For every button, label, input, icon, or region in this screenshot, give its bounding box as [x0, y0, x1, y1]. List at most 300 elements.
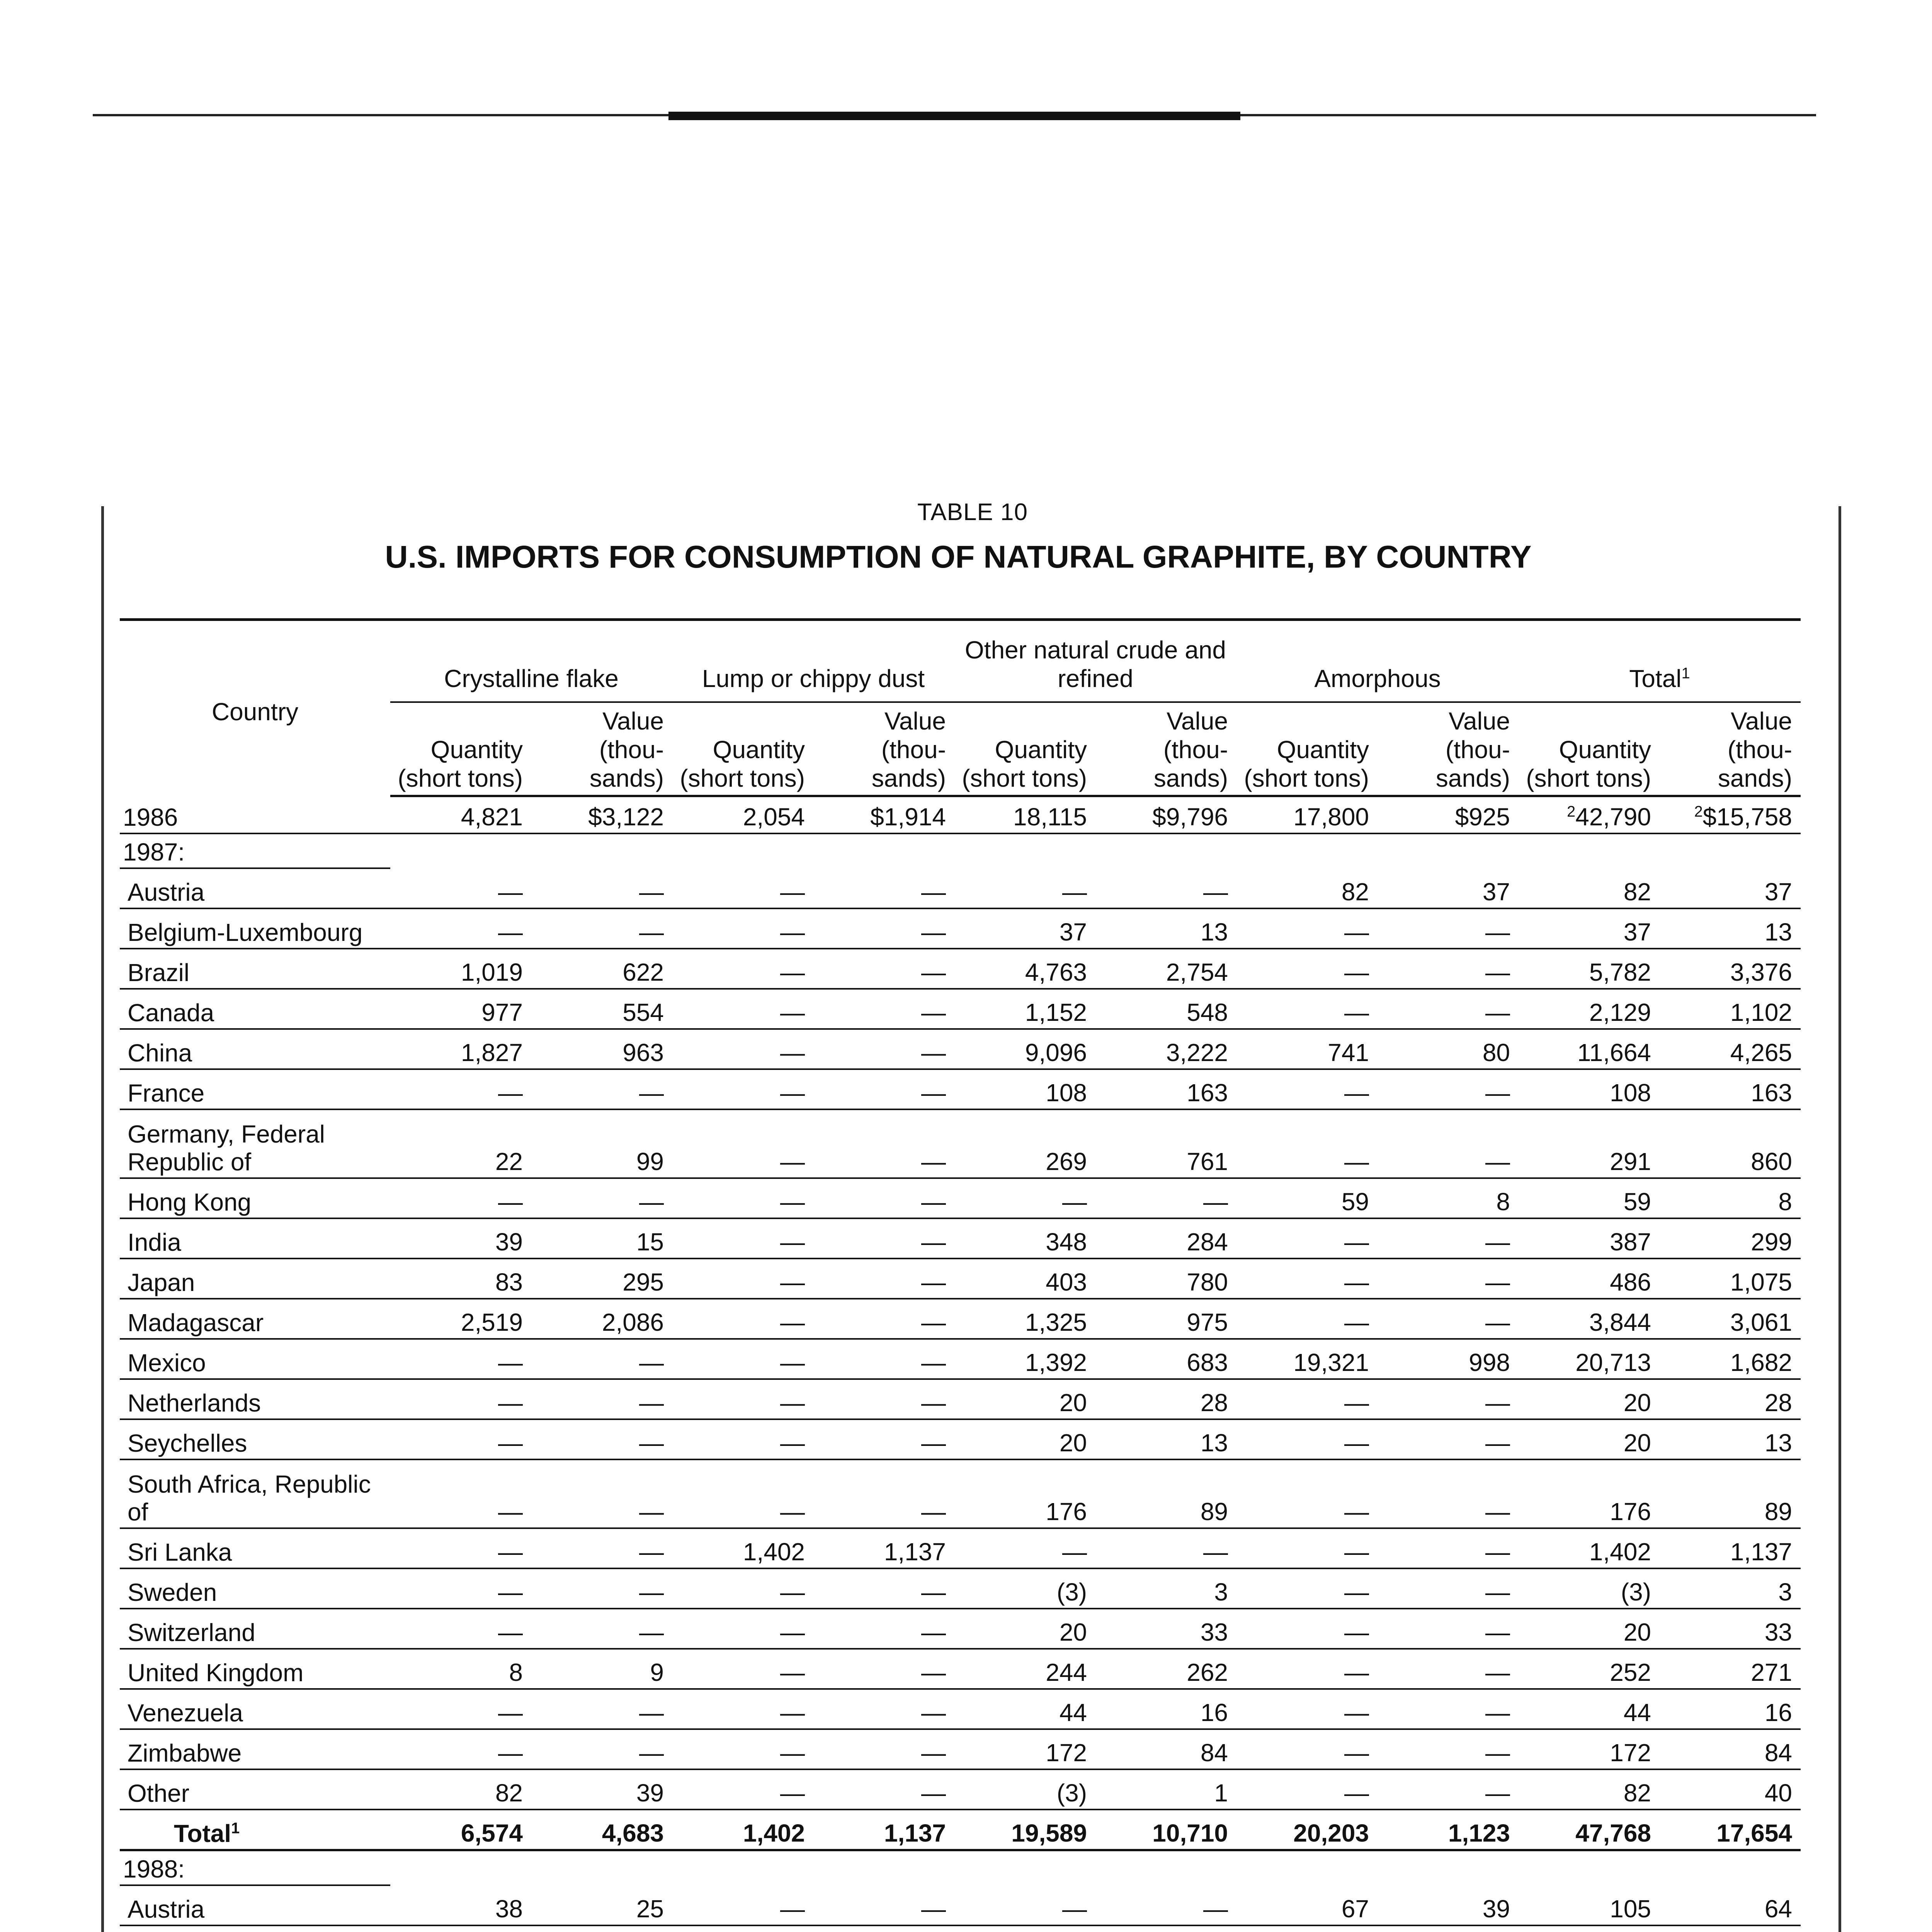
- quantity-cell: $^2$42,790: [1519, 796, 1660, 833]
- value-cell: 780: [1095, 1259, 1236, 1299]
- table-row: [120, 1649, 1801, 1689]
- value-cell: [813, 1925, 954, 1932]
- quantity-cell: 38: [390, 1885, 531, 1925]
- quantity-cell: —: [390, 1528, 531, 1568]
- table-row: [120, 949, 1801, 989]
- quantity-cell: 20: [954, 1379, 1095, 1419]
- value-cell: 28: [1660, 1379, 1801, 1419]
- quantity-cell: 18,115: [954, 796, 1095, 833]
- quantity-cell: —: [672, 1339, 813, 1379]
- quantity-cell: (3): [1519, 1568, 1660, 1609]
- country-name: France: [120, 1069, 390, 1109]
- column-header-value: Value (thou- sands): [1378, 702, 1519, 796]
- quantity-cell: —: [672, 1109, 813, 1178]
- value-cell: —: [813, 1379, 954, 1419]
- table-row: [120, 1339, 1801, 1379]
- value-cell: 89: [1660, 1459, 1801, 1528]
- value-cell: 13: [1660, 908, 1801, 949]
- value-cell: 10,710: [1095, 1810, 1236, 1850]
- quantity-cell: 83: [390, 1259, 531, 1299]
- section-spacer: [390, 1850, 1801, 1885]
- quantity-cell: —: [672, 1029, 813, 1069]
- country-name: United Kingdom: [120, 1649, 390, 1689]
- value-cell: 17,654: [1660, 1810, 1801, 1850]
- quantity-cell: 20,713: [1519, 1339, 1660, 1379]
- country-name: Madagascar: [120, 1299, 390, 1339]
- quantity-cell: 8: [390, 1649, 531, 1689]
- quantity-cell: 67: [1236, 1885, 1378, 1925]
- table-number: TABLE 10: [917, 499, 1028, 526]
- value-cell: —: [813, 1568, 954, 1609]
- country-name: India: [120, 1218, 390, 1259]
- quantity-cell: 2,054: [672, 796, 813, 833]
- quantity-cell: 5,782: [1519, 949, 1660, 989]
- table-row: [120, 989, 1801, 1029]
- quantity-cell: —: [672, 1178, 813, 1218]
- value-cell: $1,914: [813, 796, 954, 833]
- group-header-lump-chippy-dust: Lump or chippy dust: [672, 620, 954, 702]
- quantity-cell: 37: [954, 908, 1095, 949]
- value-cell: —: [1378, 1379, 1519, 1419]
- table-row: [120, 1769, 1801, 1810]
- footnote-marker: 1: [1681, 665, 1690, 682]
- country-name: South Africa, Republic of: [120, 1459, 390, 1528]
- value-cell: 16: [1660, 1689, 1801, 1729]
- value-cell: 163: [1660, 1069, 1801, 1109]
- table-row: [120, 796, 1801, 833]
- quantity-cell: —: [672, 989, 813, 1029]
- value-cell: 295: [531, 1259, 672, 1299]
- value-cell: 84: [1660, 1729, 1801, 1769]
- value-cell: 998: [1378, 1339, 1519, 1379]
- total-row: [120, 1810, 1801, 1850]
- quantity-cell: 1,019: [390, 949, 531, 989]
- value-cell: 39: [1378, 1885, 1519, 1925]
- quantity-cell: —: [672, 1379, 813, 1419]
- value-cell: —: [813, 1109, 954, 1178]
- imports-table: [120, 618, 1801, 1932]
- value-cell: —: [1378, 1459, 1519, 1528]
- quantity-cell: —: [672, 868, 813, 908]
- table-row: [120, 1299, 1801, 1339]
- value-cell: —: [813, 1689, 954, 1729]
- quantity-cell: —: [672, 1459, 813, 1528]
- value-cell: 622: [531, 949, 672, 989]
- value-cell: 8: [1378, 1178, 1519, 1218]
- section-spacer: [390, 833, 1801, 868]
- footnote-marker: 2: [1567, 803, 1576, 820]
- quantity-cell: 82: [1519, 1769, 1660, 1810]
- section-row: [120, 833, 1801, 868]
- quantity-cell: 1,402: [672, 1810, 813, 1850]
- group-header-amorphous: Amorphous: [1236, 620, 1519, 702]
- quantity-cell: —: [1236, 1568, 1378, 1609]
- quantity-cell: 44: [1519, 1689, 1660, 1729]
- quantity-cell: 1,402: [672, 1528, 813, 1568]
- quantity-cell: —: [390, 1419, 531, 1459]
- value-cell: 860: [1660, 1109, 1801, 1178]
- value-cell: 1,137: [813, 1528, 954, 1568]
- value-cell: —: [1095, 1528, 1236, 1568]
- value-cell: —: [531, 868, 672, 908]
- quantity-cell: —: [1236, 1459, 1378, 1528]
- quantity-cell: —: [672, 1649, 813, 1689]
- quantity-cell: 11,664: [1519, 1029, 1660, 1069]
- section-row: [120, 1850, 1801, 1885]
- table-row: [120, 908, 1801, 949]
- value-cell: —: [531, 1528, 672, 1568]
- quantity-cell: 741: [1236, 1029, 1378, 1069]
- quantity-cell: [390, 1925, 531, 1932]
- column-header-quantity: Quantity (short tons): [390, 702, 531, 796]
- value-cell: 262: [1095, 1649, 1236, 1689]
- value-cell: —: [531, 1178, 672, 1218]
- value-cell: 2,086: [531, 1299, 672, 1339]
- column-header-country: Country: [120, 620, 390, 796]
- value-cell: —: [1378, 1218, 1519, 1259]
- quantity-cell: [1519, 1925, 1660, 1932]
- quantity-cell: 1,325: [954, 1299, 1095, 1339]
- value-cell: 37: [1660, 868, 1801, 908]
- value-cell: —: [1378, 1299, 1519, 1339]
- footnote-marker: 2: [1694, 803, 1703, 820]
- value-cell: —: [813, 1069, 954, 1109]
- section-label: 1988:: [120, 1850, 390, 1885]
- quantity-cell: —: [672, 1069, 813, 1109]
- value-cell: 13: [1660, 1419, 1801, 1459]
- column-header-quantity: Quantity (short tons): [672, 702, 813, 796]
- value-cell: 4,683: [531, 1810, 672, 1850]
- value-cell: 975: [1095, 1299, 1236, 1339]
- table-row: [120, 1419, 1801, 1459]
- quantity-cell: —: [672, 1729, 813, 1769]
- quantity-cell: 20,203: [1236, 1810, 1378, 1850]
- quantity-cell: 20: [1519, 1379, 1660, 1419]
- country-name: Brazil: [120, 949, 390, 989]
- quantity-cell: [672, 1925, 813, 1932]
- value-cell: —: [813, 949, 954, 989]
- table-row: [120, 1729, 1801, 1769]
- value-cell: 37: [1378, 868, 1519, 908]
- value-cell: $3,122: [531, 796, 672, 833]
- quantity-cell: 252: [1519, 1649, 1660, 1689]
- quantity-cell: (3): [954, 1568, 1095, 1609]
- value-cell: —: [1378, 949, 1519, 989]
- column-header-value: Value (thou- sands): [1095, 702, 1236, 796]
- value-cell: —: [813, 908, 954, 949]
- top-rule-accent: [668, 112, 1240, 120]
- value-cell: —: [1095, 1885, 1236, 1925]
- value-cell: —: [531, 1419, 672, 1459]
- table-row: [120, 1109, 1801, 1178]
- value-cell: —: [1095, 1178, 1236, 1218]
- country-name: Germany, Federal Republic of: [120, 1109, 390, 1178]
- value-cell: —: [1378, 1729, 1519, 1769]
- country-name: Other: [120, 1769, 390, 1810]
- value-cell: 1,137: [813, 1810, 954, 1850]
- quantity-cell: —: [672, 1218, 813, 1259]
- quantity-cell: 82: [1519, 868, 1660, 908]
- quantity-cell: 348: [954, 1218, 1095, 1259]
- value-cell: 25: [531, 1885, 672, 1925]
- value-cell: 2,754: [1095, 949, 1236, 989]
- value-cell: 548: [1095, 989, 1236, 1029]
- value-cell: 64: [1660, 1885, 1801, 1925]
- value-cell: —: [531, 1609, 672, 1649]
- quantity-cell: —: [390, 1069, 531, 1109]
- value-cell: 1,137: [1660, 1528, 1801, 1568]
- quantity-cell: —: [954, 868, 1095, 908]
- value-cell: —: [531, 1729, 672, 1769]
- quantity-cell: 59: [1236, 1178, 1378, 1218]
- quantity-cell: 44: [954, 1689, 1095, 1729]
- quantity-cell: 2,129: [1519, 989, 1660, 1029]
- quantity-cell: 244: [954, 1649, 1095, 1689]
- quantity-cell: —: [1236, 949, 1378, 989]
- quantity-cell: —: [1236, 1069, 1378, 1109]
- value-cell: —: [813, 989, 954, 1029]
- quantity-cell: 1,402: [1519, 1528, 1660, 1568]
- value-cell: 13: [1095, 1419, 1236, 1459]
- value-cell: —: [813, 1029, 954, 1069]
- value-cell: 963: [531, 1029, 672, 1069]
- quantity-cell: 20: [1519, 1609, 1660, 1649]
- quantity-cell: —: [954, 1178, 1095, 1218]
- country-name: 1986: [120, 796, 390, 833]
- table-title: U.S. IMPORTS FOR CONSUMPTION OF NATURAL GRAPHITE, BY COUNTRY: [385, 539, 1532, 575]
- value-cell: —: [813, 1729, 954, 1769]
- value-cell: 28: [1095, 1379, 1236, 1419]
- value-cell: —: [1378, 989, 1519, 1029]
- quantity-cell: —: [1236, 989, 1378, 1029]
- column-header-quantity: Quantity (short tons): [1519, 702, 1660, 796]
- value-cell: [1378, 1925, 1519, 1932]
- quantity-cell: —: [672, 1885, 813, 1925]
- table-row: [120, 868, 1801, 908]
- column-header-value: Value (thou- sands): [1660, 702, 1801, 796]
- value-cell: —: [813, 1259, 954, 1299]
- value-cell: 89: [1095, 1459, 1236, 1528]
- table-row: [120, 1029, 1801, 1069]
- value-cell: 16: [1095, 1689, 1236, 1729]
- value-cell: —: [813, 1769, 954, 1810]
- value-cell: [1660, 1925, 1801, 1932]
- country-name: Austria: [120, 868, 390, 908]
- quantity-cell: 108: [1519, 1069, 1660, 1109]
- value-cell: —: [531, 1689, 672, 1729]
- quantity-cell: —: [672, 1769, 813, 1810]
- left-margin-rule: [101, 506, 104, 1932]
- quantity-cell: —: [954, 1885, 1095, 1925]
- quantity-cell: —: [1236, 1769, 1378, 1810]
- quantity-cell: 2,519: [390, 1299, 531, 1339]
- value-cell: —: [813, 1459, 954, 1528]
- quantity-cell: —: [1236, 1729, 1378, 1769]
- country-name: Belgium-Luxembourg: [120, 908, 390, 949]
- value-cell: 284: [1095, 1218, 1236, 1259]
- country-name: Sri Lanka: [120, 1528, 390, 1568]
- country-name: China: [120, 1029, 390, 1069]
- quantity-cell: 39: [390, 1218, 531, 1259]
- quantity-cell: —: [672, 1419, 813, 1459]
- value-cell: —: [813, 1649, 954, 1689]
- country-name: Switzerland: [120, 1609, 390, 1649]
- value-cell: 9: [531, 1649, 672, 1689]
- quantity-cell: 82: [390, 1769, 531, 1810]
- quantity-cell: 105: [1519, 1885, 1660, 1925]
- section-label: 1987:: [120, 833, 390, 868]
- value-cell: 8: [1660, 1178, 1801, 1218]
- table-row: [120, 1885, 1801, 1925]
- value-cell: 1,123: [1378, 1810, 1519, 1850]
- quantity-cell: —: [672, 908, 813, 949]
- country-name: Venezuela: [120, 1689, 390, 1729]
- quantity-cell: 1,827: [390, 1029, 531, 1069]
- value-cell: 39: [531, 1769, 672, 1810]
- footnote-marker: 1: [231, 1820, 240, 1837]
- value-cell: 13: [1095, 908, 1236, 949]
- country-name: Zimbabwe: [120, 1729, 390, 1769]
- value-cell: —: [813, 1609, 954, 1649]
- value-cell: —: [531, 1339, 672, 1379]
- value-cell: 80: [1378, 1029, 1519, 1069]
- quantity-cell: 291: [1519, 1109, 1660, 1178]
- quantity-cell: 9,096: [954, 1029, 1095, 1069]
- quantity-cell: —: [1236, 1259, 1378, 1299]
- table-row: [120, 1568, 1801, 1609]
- value-cell: 3: [1660, 1568, 1801, 1609]
- value-cell: 40: [1660, 1769, 1801, 1810]
- value-cell: 554: [531, 989, 672, 1029]
- value-cell: —: [1378, 1649, 1519, 1689]
- value-cell: —: [531, 908, 672, 949]
- value-cell: $925: [1378, 796, 1519, 833]
- quantity-cell: 47,768: [1519, 1810, 1660, 1850]
- quantity-cell: 82: [1236, 868, 1378, 908]
- quantity-cell: —: [1236, 1218, 1378, 1259]
- value-cell: [531, 1925, 672, 1932]
- value-cell: 3: [1095, 1568, 1236, 1609]
- quantity-cell: 4,821: [390, 796, 531, 833]
- quantity-cell: —: [1236, 1689, 1378, 1729]
- quantity-cell: —: [390, 868, 531, 908]
- value-cell: 163: [1095, 1069, 1236, 1109]
- quantity-cell: —: [1236, 1528, 1378, 1568]
- value-cell: —: [531, 1379, 672, 1419]
- quantity-cell: —: [390, 1379, 531, 1419]
- value-cell: 1,682: [1660, 1339, 1801, 1379]
- quantity-cell: —: [1236, 1649, 1378, 1689]
- value-cell: $9,796: [1095, 796, 1236, 833]
- table-row: [120, 1259, 1801, 1299]
- quantity-cell: —: [390, 1339, 531, 1379]
- quantity-cell: 59: [1519, 1178, 1660, 1218]
- quantity-cell: —: [1236, 1109, 1378, 1178]
- value-cell: —: [1378, 1528, 1519, 1568]
- quantity-cell: 19,589: [954, 1810, 1095, 1850]
- value-cell: —: [1378, 1109, 1519, 1178]
- quantity-cell: —: [954, 1528, 1095, 1568]
- quantity-cell: 486: [1519, 1259, 1660, 1299]
- value-cell: —: [531, 1069, 672, 1109]
- quantity-cell: 108: [954, 1069, 1095, 1109]
- value-cell: —: [1378, 1259, 1519, 1299]
- value-cell: —: [531, 1459, 672, 1528]
- value-cell: 33: [1095, 1609, 1236, 1649]
- table-row: [120, 1609, 1801, 1649]
- value-cell: —: [1378, 1689, 1519, 1729]
- quantity-cell: 20: [954, 1419, 1095, 1459]
- group-header-crystalline-flake: Crystalline flake: [390, 620, 672, 702]
- quantity-cell: 176: [1519, 1459, 1660, 1528]
- group-header-other-natural: Other natural crude and refined: [954, 620, 1236, 702]
- quantity-cell: (3): [954, 1769, 1095, 1810]
- quantity-cell: 176: [954, 1459, 1095, 1528]
- value-cell: 1,075: [1660, 1259, 1801, 1299]
- quantity-cell: [1236, 1925, 1378, 1932]
- quantity-cell: 269: [954, 1109, 1095, 1178]
- table-row: [120, 1178, 1801, 1218]
- column-header-quantity: Quantity (short tons): [1236, 702, 1378, 796]
- quantity-cell: 17,800: [1236, 796, 1378, 833]
- quantity-cell: 172: [954, 1729, 1095, 1769]
- quantity-cell: —: [672, 1568, 813, 1609]
- right-margin-rule: [1838, 506, 1841, 1932]
- quantity-cell: 172: [1519, 1729, 1660, 1769]
- quantity-cell: 37: [1519, 908, 1660, 949]
- column-header-quantity: Quantity (short tons): [954, 702, 1095, 796]
- value-cell: 683: [1095, 1339, 1236, 1379]
- country-name: [120, 1925, 390, 1932]
- quantity-cell: —: [1236, 1299, 1378, 1339]
- quantity-cell: —: [390, 1609, 531, 1649]
- quantity-cell: 3,844: [1519, 1299, 1660, 1339]
- quantity-cell: —: [672, 1609, 813, 1649]
- value-cell: 33: [1660, 1609, 1801, 1649]
- quantity-cell: —: [390, 1689, 531, 1729]
- quantity-cell: 1,152: [954, 989, 1095, 1029]
- quantity-cell: 977: [390, 989, 531, 1029]
- quantity-cell: —: [390, 1459, 531, 1528]
- column-header-value: Value (thou- sands): [813, 702, 954, 796]
- value-cell: —: [813, 1299, 954, 1339]
- quantity-cell: —: [390, 1568, 531, 1609]
- value-cell: —: [813, 1178, 954, 1218]
- quantity-cell: —: [1236, 1609, 1378, 1649]
- table-row: [120, 1069, 1801, 1109]
- value-cell: [1095, 1925, 1236, 1932]
- value-cell: —: [531, 1568, 672, 1609]
- quantity-cell: —: [1236, 1419, 1378, 1459]
- country-name: Netherlands: [120, 1379, 390, 1419]
- value-cell: —: [813, 1218, 954, 1259]
- value-cell: 15: [531, 1218, 672, 1259]
- value-cell: 271: [1660, 1649, 1801, 1689]
- table-row: [120, 1925, 1801, 1932]
- country-name: Seychelles: [120, 1419, 390, 1459]
- quantity-cell: —: [390, 1178, 531, 1218]
- table-row: [120, 1689, 1801, 1729]
- value-cell: —: [1095, 868, 1236, 908]
- value-cell: 3,376: [1660, 949, 1801, 989]
- quantity-cell: —: [672, 1259, 813, 1299]
- value-cell: 1,102: [1660, 989, 1801, 1029]
- table-row: [120, 1528, 1801, 1568]
- country-name: Mexico: [120, 1339, 390, 1379]
- quantity-cell: —: [390, 1729, 531, 1769]
- quantity-cell: 4,763: [954, 949, 1095, 989]
- country-name: Hong Kong: [120, 1178, 390, 1218]
